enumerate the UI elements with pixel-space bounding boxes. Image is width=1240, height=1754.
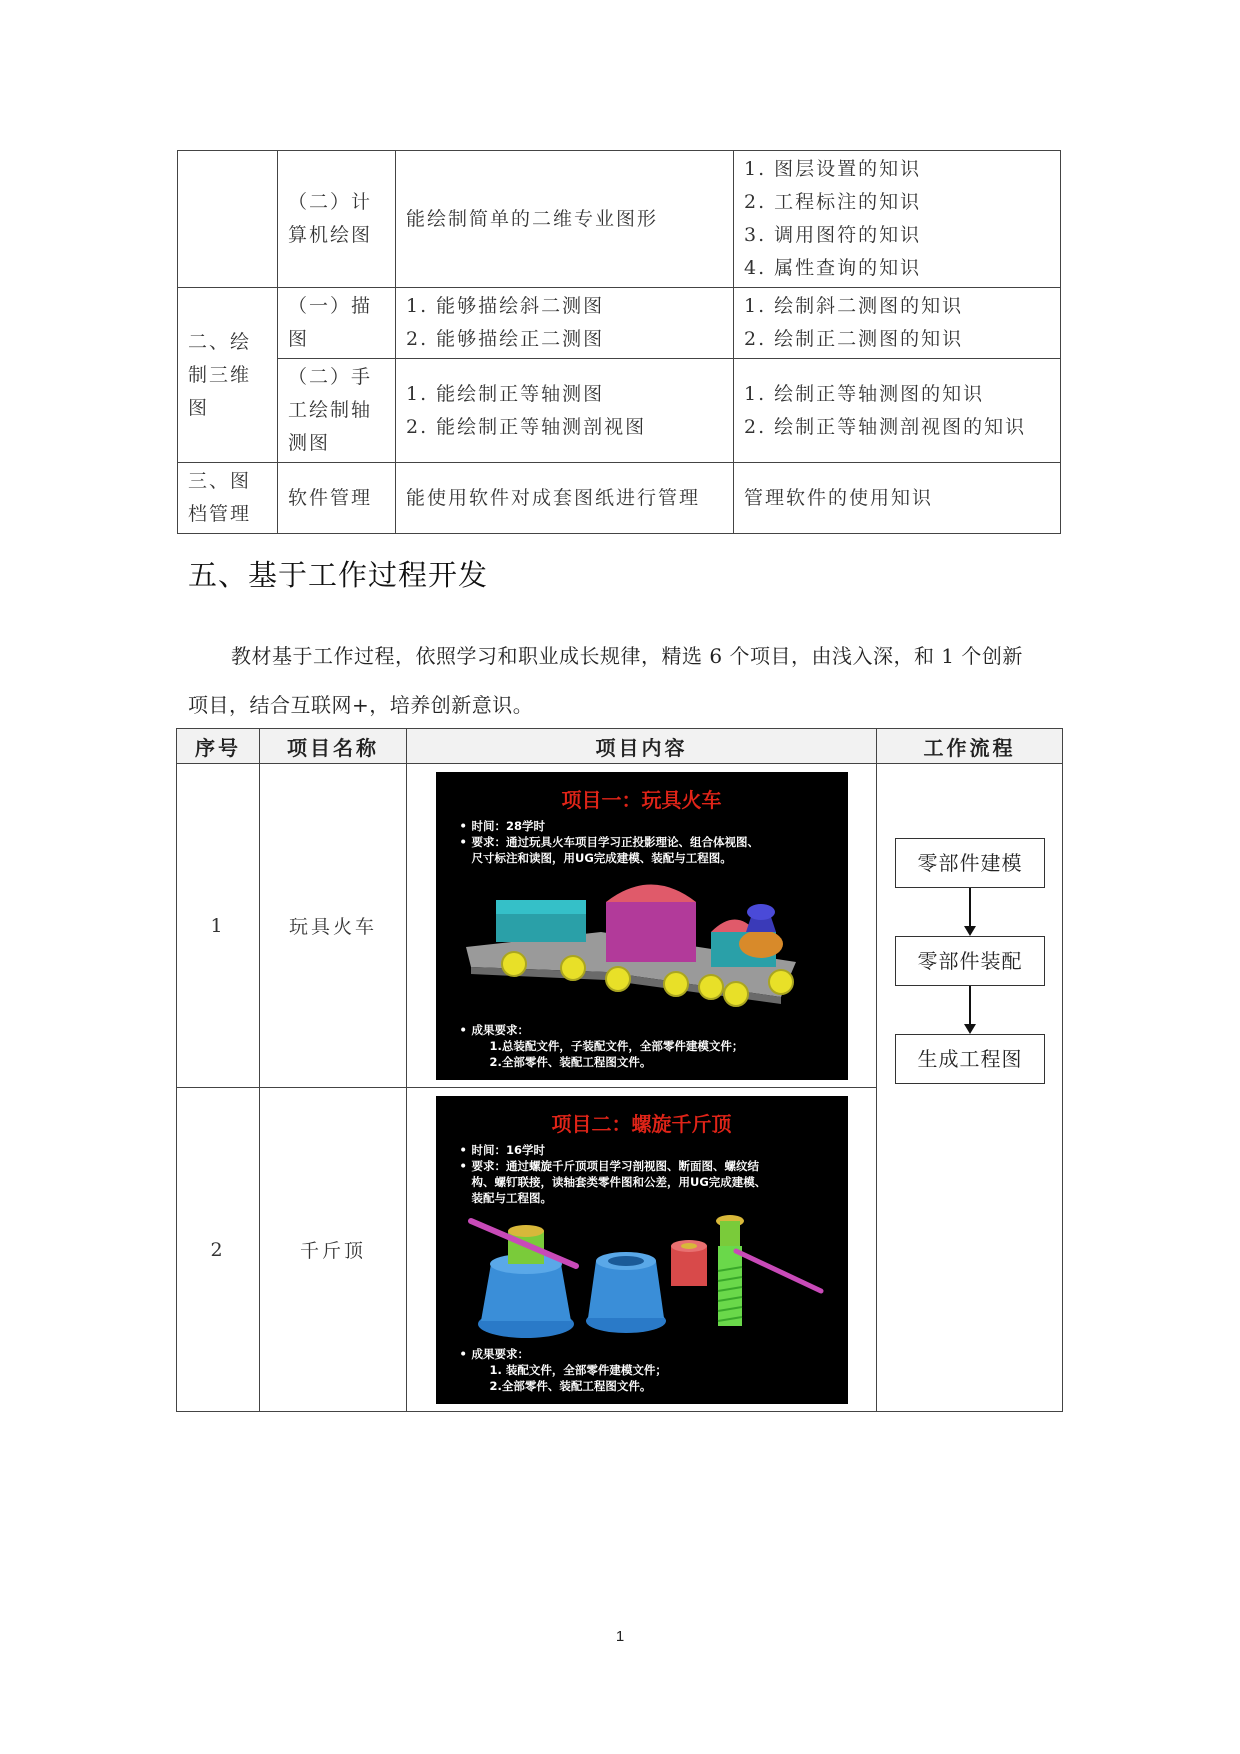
arrow-down-icon	[895, 986, 1045, 1034]
slide-title: 项目一：玩具火车	[561, 787, 722, 812]
list-item: 2. 能绘制正等轴测剖视图	[406, 415, 647, 438]
knowledge-cell	[734, 359, 1061, 463]
list-item: 2. 绘制正二测图的知识	[744, 328, 964, 350]
slide-result-item: 1.总装配文件，子装配文件，全部零件建模文件；	[489, 1038, 744, 1053]
list-item: 1. 绘制正等轴测图的知识	[744, 382, 985, 405]
slide-result: • 成果要求：	[459, 1346, 529, 1361]
list-item: 1. 能绘制正等轴测图	[406, 382, 605, 405]
slide-requirement-cont: 装配与工程图。	[471, 1190, 552, 1205]
arrow-down-icon	[895, 888, 1045, 936]
project-table	[176, 728, 1063, 1412]
knowledge-cell	[734, 151, 1061, 288]
table-cell	[178, 151, 278, 288]
workflow-chart	[895, 838, 1045, 1084]
row-number: 1	[177, 764, 260, 1088]
knowledge-cell	[734, 288, 1061, 359]
slide-result: • 成果要求：	[459, 1022, 529, 1037]
project-name: 千斤顶	[260, 1088, 407, 1412]
slide-result-item: 2.全部零件、装配工程图文件。	[489, 1378, 652, 1393]
slide-requirement: • 要求：通过螺旋千斤顶项目学习剖视图、断面图、螺纹结	[459, 1158, 759, 1173]
column-header: 序号	[177, 729, 260, 764]
slide-title: 项目二：螺旋千斤顶	[551, 1111, 732, 1136]
section-heading: 五、基于工作过程开发	[188, 558, 489, 592]
slide-requirement-cont: 尺寸标注和读图，用UG完成建模、装配与工程图。	[471, 850, 732, 865]
table-row	[178, 463, 1061, 534]
project-content	[407, 1088, 877, 1412]
list-item: 1. 能够描绘斜二测图	[406, 295, 605, 317]
slide-result-item: 2.全部零件、装配工程图文件。	[489, 1054, 652, 1069]
list-item: 1. 图层设置的知识	[744, 158, 922, 180]
table-header-row	[177, 729, 1063, 764]
sub-item-cell: 软件管理	[278, 463, 396, 534]
paragraph-line: 项目，结合互联网+，培养创新意识。	[188, 693, 534, 717]
competency-table	[177, 150, 1061, 534]
slide-time: • 时间：16学时	[459, 1142, 546, 1157]
column-header: 项目内容	[407, 729, 877, 764]
paragraph-line: 教材基于工作过程，依照学习和职业成长规律，精选 6 个项目，由浅入深，和 1 个创新	[231, 644, 1023, 668]
workflow-step: 生成工程图	[895, 1034, 1045, 1084]
slide-result-item: 1. 装配文件，全部零件建模文件；	[489, 1362, 667, 1377]
skill-cell: 能绘制简单的二维专业图形	[396, 151, 734, 288]
workflow-step: 零部件建模	[895, 838, 1045, 888]
sub-item-cell: （二）手工绘制轴测图	[278, 359, 396, 463]
skill-cell: 能使用软件对成套图纸进行管理	[396, 463, 734, 534]
table-row	[178, 359, 1061, 463]
column-header: 工作流程	[877, 729, 1063, 764]
table-row	[177, 764, 1063, 1088]
workflow-step: 零部件装配	[895, 936, 1045, 986]
knowledge-cell: 管理软件的使用知识	[734, 463, 1061, 534]
project-slide	[436, 1096, 848, 1404]
list-item: 3. 调用图符的知识	[744, 224, 922, 246]
table-row	[178, 151, 1061, 288]
group-title-cell: 三、图档管理	[178, 463, 278, 534]
group-title-cell: 二、绘制三维图	[178, 288, 278, 463]
slide-requirement-cont: 构、螺钉联接，读轴套类零件图和公差，用UG完成建模、	[471, 1174, 767, 1189]
project-slide	[436, 772, 848, 1080]
project-name: 玩具火车	[260, 764, 407, 1088]
row-number: 2	[177, 1088, 260, 1412]
list-item: 4. 属性查询的知识	[744, 257, 922, 279]
page-number: 1	[615, 1628, 625, 1645]
list-item: 2. 能够描绘正二测图	[406, 328, 605, 350]
list-item: 1. 绘制斜二测图的知识	[744, 295, 964, 317]
slide-time: • 时间：28学时	[459, 818, 546, 833]
table-row	[178, 288, 1061, 359]
slide-requirement: • 要求：通过玩具火车项目学习正投影理论、组合体视图、	[459, 834, 759, 849]
workflow-cell	[877, 764, 1063, 1412]
list-item: 2. 绘制正等轴测剖视图的知识	[744, 415, 1027, 438]
sub-item-cell: （二）计算机绘图	[278, 151, 396, 288]
column-header: 项目名称	[260, 729, 407, 764]
list-item: 2. 工程标注的知识	[744, 191, 922, 213]
section-paragraph	[188, 632, 1068, 730]
sub-item-cell: （一）描图	[278, 288, 396, 359]
skill-cell	[396, 359, 734, 463]
project-content	[407, 764, 877, 1088]
skill-cell	[396, 288, 734, 359]
